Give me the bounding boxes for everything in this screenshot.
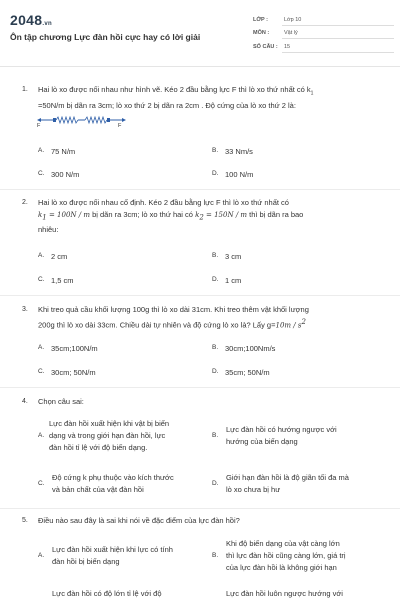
question-text: Chọn câu sai: bbox=[38, 397, 84, 406]
answer-option-b[interactable]: B. Lực đàn hồi có hướng ngược với hướng của biến dạng bbox=[212, 425, 337, 446]
question-number: 1. bbox=[22, 86, 28, 93]
answer-option-c[interactable]: Lực đàn hồi có độ lớn tỉ lệ với độ bbox=[52, 589, 162, 598]
header-divider bbox=[0, 66, 400, 67]
question-text: Khi treo quả cầu khối lượng 100g thì lò xo dài 31cm. Khi treo thêm vật khối lượng 200g thì lò xo dài 33cm. Chiều dài tự nhiên và độ cứng lò xo là? Lấy $g=10m / s^2$ bbox=[38, 305, 309, 330]
question-text: Hai lò xo được nối nhau như hình vẽ. Kéo 2 đầu bằng lực F thì lò xo thứ nhất có $k_1$ =50N/m bị dãn ra 3cm; lò xo thứ 2 bị dãn ra 2cm . Độ cứng của lò xo thứ 2 là: bbox=[38, 85, 314, 110]
meta-subject-value: Vật lý bbox=[284, 30, 298, 36]
meta-subject-label: MÔN : bbox=[253, 30, 270, 36]
meta-count-label: SỐ CÂU : bbox=[253, 44, 278, 50]
answer-option-a[interactable]: A. Lực đàn hồi xuất hiện khi lực có tính đàn hồi bị biến dạng bbox=[38, 545, 173, 566]
logo-main: 2048 bbox=[10, 12, 43, 28]
question-number: 2. bbox=[22, 199, 28, 206]
page-header bbox=[0, 0, 400, 66]
meta-class-label: LỚP : bbox=[253, 17, 268, 23]
meta-count-value: 15 bbox=[284, 44, 291, 50]
figure-force-left: F bbox=[37, 123, 41, 129]
meta-class-value: Lớp 10 bbox=[284, 17, 302, 23]
question-divider bbox=[0, 295, 400, 296]
figure-force-right: F bbox=[118, 123, 122, 129]
question-text: Hai lò xo được nối nhau cố định. Kéo 2 đầu bằng lực F thì lò xo thứ nhất có $k_1 = 100N / m$ bị dãn ra 3cm; lò xo thứ hai có $k_2 = 150N / m$ thì bị dãn ra bao nhiêu: bbox=[38, 198, 304, 234]
answer-option-d[interactable]: Lực đàn hồi luôn ngược hướng với bbox=[226, 589, 343, 598]
springs-figure bbox=[35, 111, 130, 133]
logo-domain: .vn bbox=[42, 21, 52, 27]
question-number: 3. bbox=[22, 306, 28, 313]
question-divider bbox=[0, 189, 400, 190]
question-divider bbox=[0, 508, 400, 509]
answer-option-a[interactable]: A. Lực đàn hồi xuất hiện khi vật bị biến dạng và trong giới hạn đàn hồi, lực đàn hồi tỉ lệ với độ biến dạng. bbox=[38, 419, 170, 452]
answer-option-b[interactable]: B. Khi độ biến dạng của vật càng lớn thì lực đàn hồi cũng càng lớn, giá trị của lực đàn hồi là không giới hạn bbox=[212, 539, 346, 572]
answer-option-c[interactable]: C. Độ cứng k phụ thuộc vào kích thước và bản chất của vật đàn hồi bbox=[38, 473, 174, 494]
question-number: 4. bbox=[22, 398, 28, 405]
site-logo[interactable] bbox=[10, 12, 52, 28]
document-title: Ôn tập chương Lực đàn hồi cực hay có lời giải bbox=[10, 32, 201, 42]
question-number: 5. bbox=[22, 517, 28, 524]
question-divider bbox=[0, 387, 400, 388]
question-text: Điều nào sau đây là sai khi nói về đặc điểm của lực đàn hồi? bbox=[38, 516, 240, 525]
answer-option-d[interactable]: D. Giới hạn đàn hồi là độ giãn tối đa mà lò xo chưa bị hư bbox=[212, 473, 349, 494]
